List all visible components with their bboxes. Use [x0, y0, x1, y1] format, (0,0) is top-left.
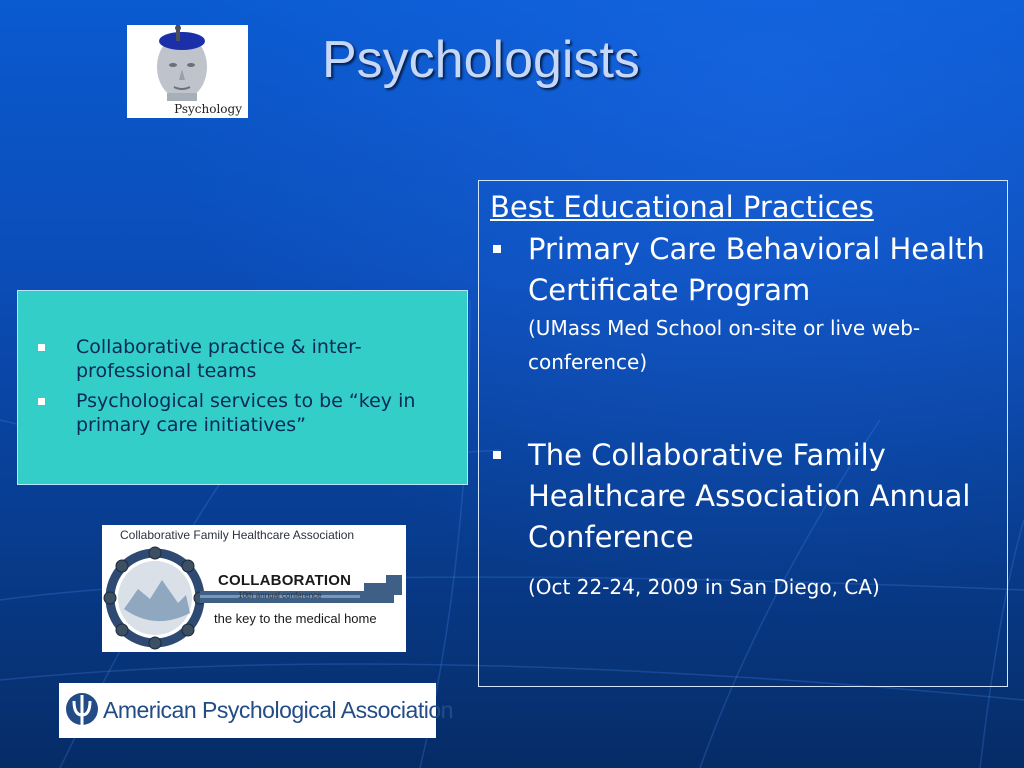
square-bullet-icon: [493, 451, 501, 459]
list-item-text: The Collaborative Family Healthcare Association Annual Conference: [528, 438, 971, 554]
left-text-box: [17, 290, 468, 485]
list-item: [490, 435, 997, 604]
list-item-text: Collaborative practice & inter-professional teams: [76, 336, 362, 382]
list-item: [38, 389, 451, 437]
square-bullet-icon: [38, 344, 45, 351]
psi-icon: [65, 689, 99, 733]
cfha-conference-logo: [102, 525, 406, 652]
right-text-box: [478, 180, 1008, 687]
apa-logo-text: American Psychological Association: [103, 697, 453, 723]
cfha-annual-text: 10th annual conference: [238, 591, 322, 600]
list-item-detail: (Oct 22-24, 2009 in San Diego, CA): [528, 575, 880, 599]
apa-logo: [59, 683, 453, 738]
cfha-logo-title: Collaborative Family Healthcare Association: [120, 528, 355, 542]
list-item-text: Psychological services to be “key in primary care initiatives”: [76, 390, 416, 436]
list-item-text: Primary Care Behavioral Health Certificate Program: [528, 232, 985, 307]
list-item: [490, 229, 997, 379]
square-bullet-icon: [493, 245, 501, 253]
psychology-logo: [127, 25, 248, 118]
list-item: [38, 335, 451, 383]
psychology-logo-label: Psychology: [174, 102, 242, 116]
list-item-detail: (UMass Med School on-site or live web-conference): [528, 316, 921, 374]
cfha-tagline: the key to the medical home: [214, 611, 377, 626]
best-practices-heading: Best Educational Practices: [490, 190, 874, 224]
square-bullet-icon: [38, 398, 45, 405]
slide-title: Psychologists: [322, 31, 640, 89]
cfha-collaboration-text: COLLABORATION: [218, 572, 352, 589]
